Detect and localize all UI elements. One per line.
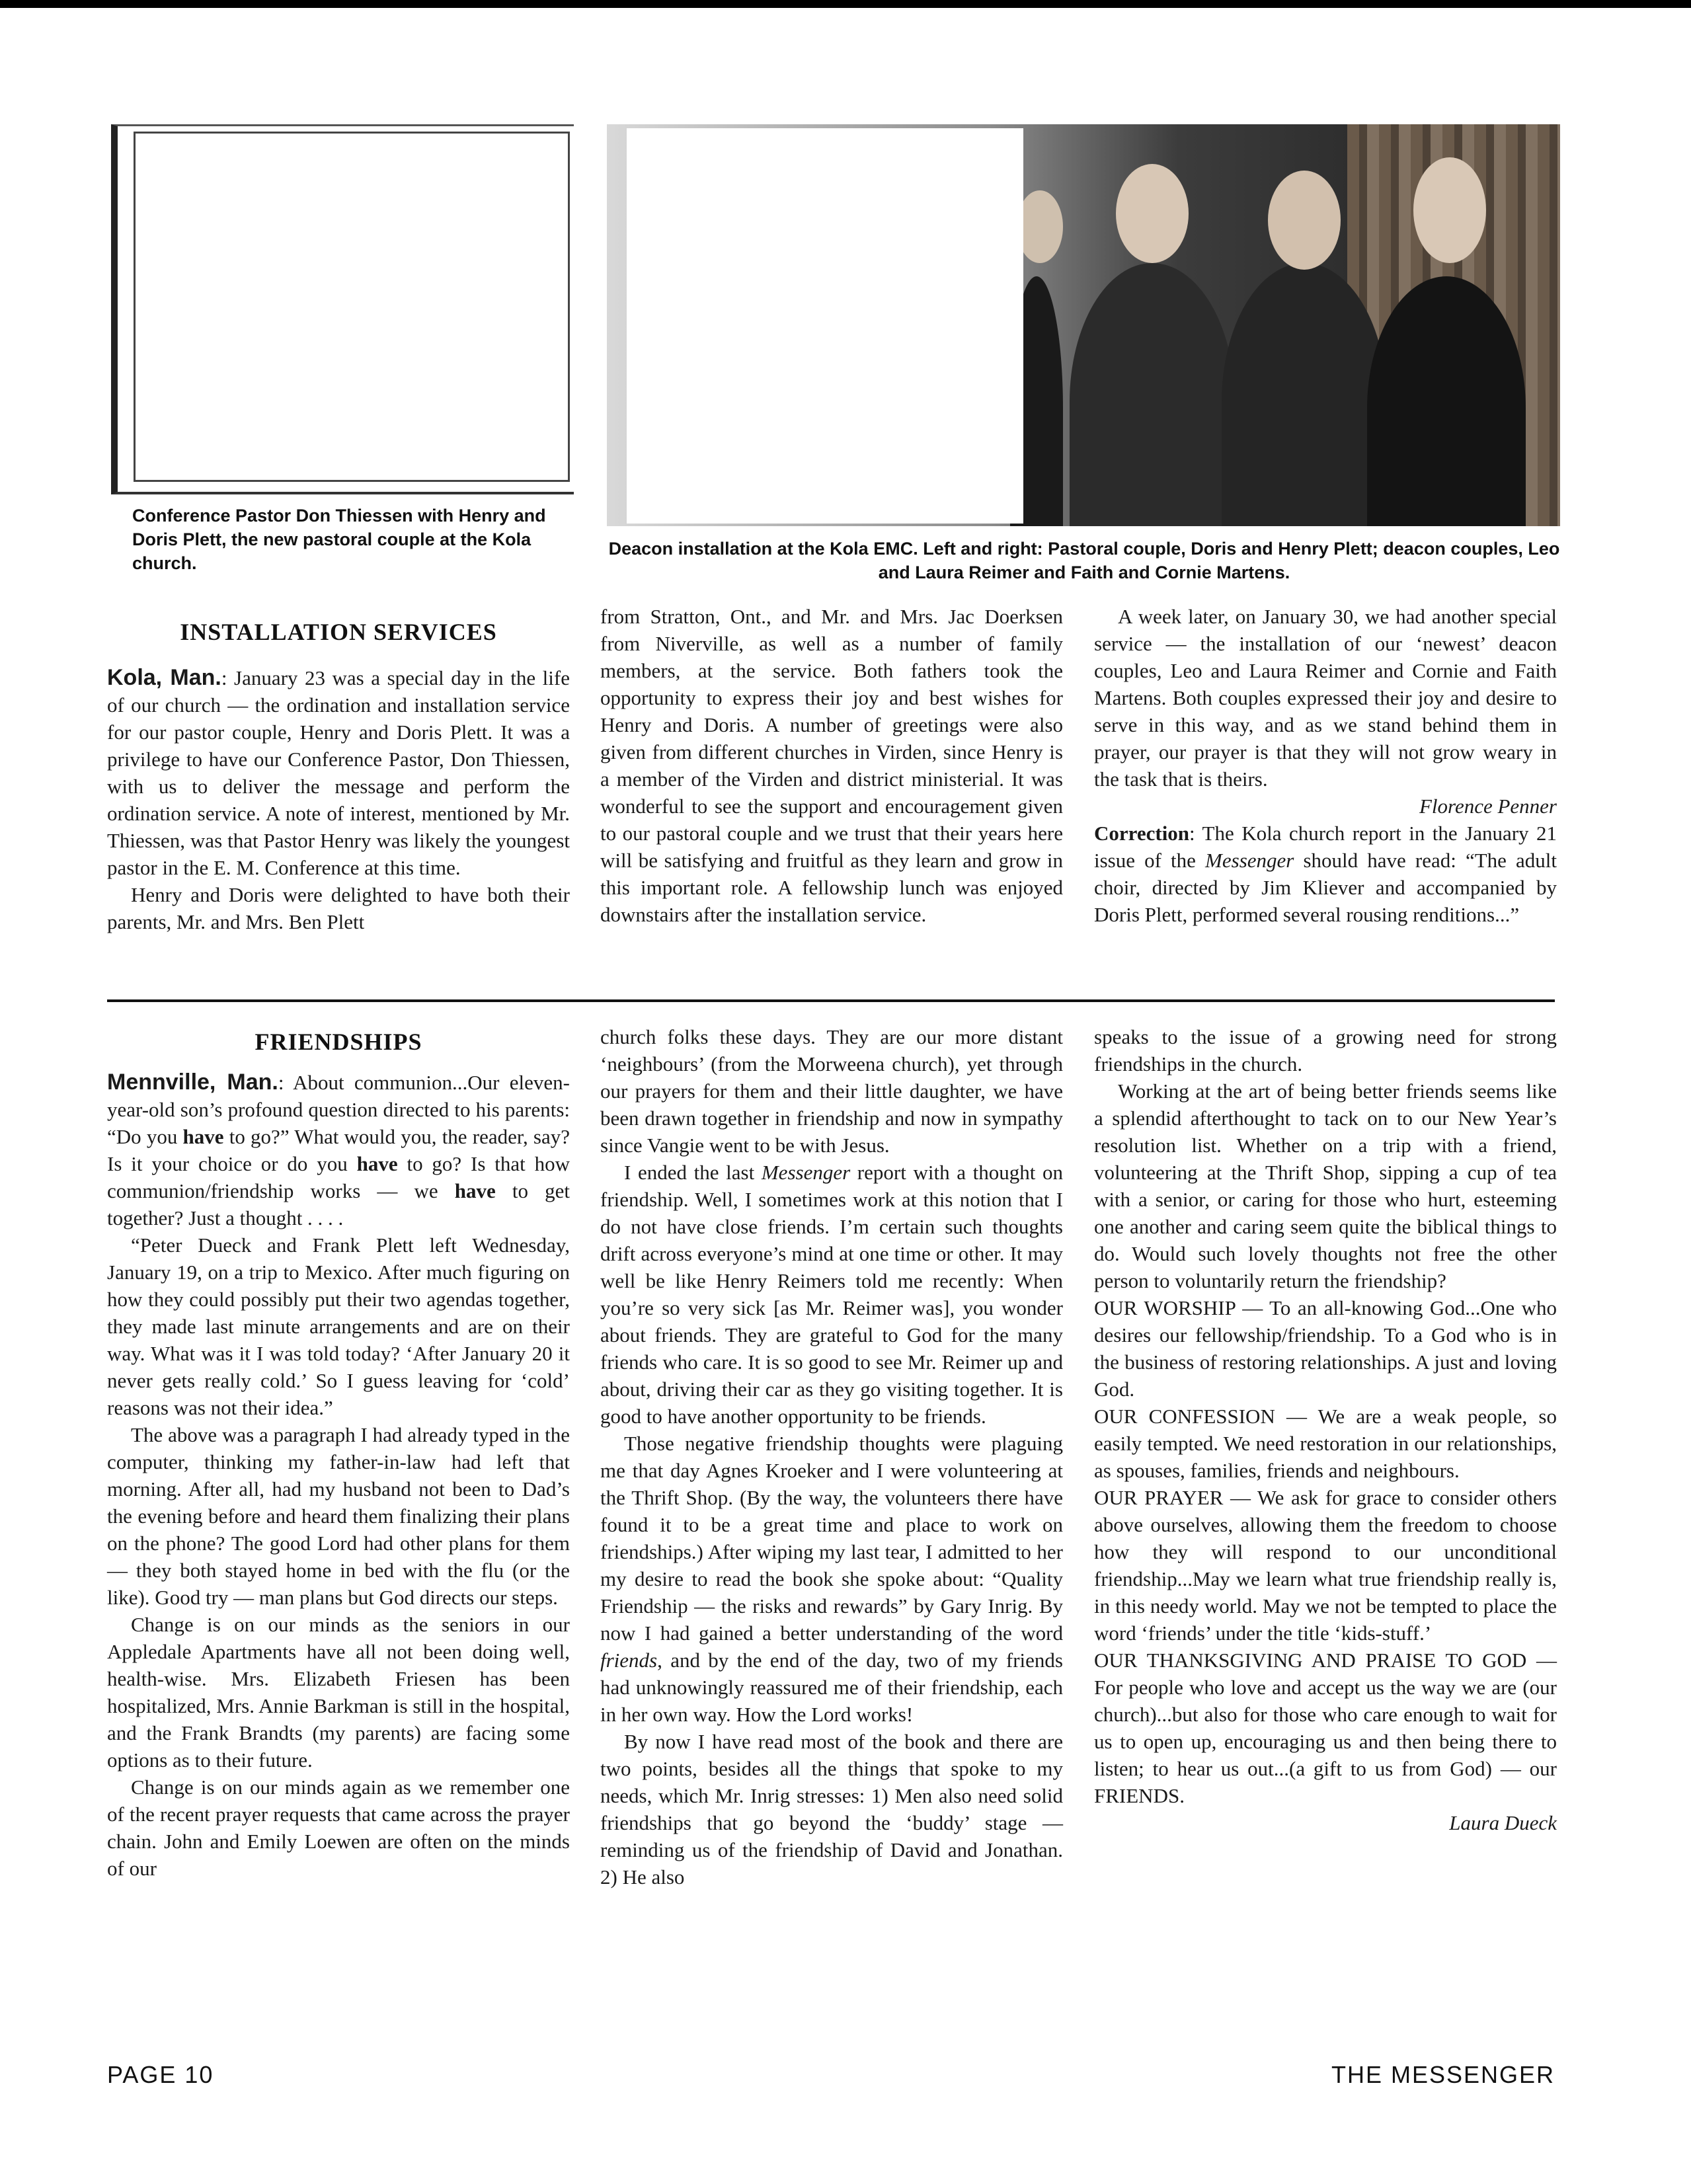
photo1-caption: Conference Pastor Don Thiessen with Henry and Doris Plett, the new pastoral couple at the Kola church. <box>132 506 546 573</box>
article2-text: to go? Is that how communion/friendship works — we <box>107 1152 570 1202</box>
article2-column2 <box>600 1023 1063 1891</box>
emphasis: have <box>454 1179 496 1202</box>
article2-column1 <box>107 1025 570 1882</box>
article2-paragraph: OUR PRAYER — We ask for grace to consider others above ourselves, allowing them the freedom to choose how they will respond to our unconditional friendship...May we learn what true friendship really is, in this needy world. May we not be tempted to place the word ‘friends’ under the title ‘kids-stuff.’ <box>1094 1486 1557 1645</box>
person-head <box>1268 171 1341 270</box>
emphasis: have <box>356 1152 398 1175</box>
page-number: PAGE 10 <box>107 2061 214 2088</box>
emphasis: friends <box>600 1649 658 1672</box>
article2-paragraph: Working at the art of being better friends seems like a splendid afterthought to tack on to our New Year’s resolution list. Whether on a trip with a friend, volunteering at the Thrift Shop, sipping a cup of tea with a senior, or caring for those who hurt, esteeming one another and caring seem quite the biblical things to do. Would such lovely thoughts not free the other person to voluntarily return the friendship? <box>1094 1079 1557 1292</box>
section-divider <box>107 999 1555 1002</box>
article2-text: I ended the last <box>624 1161 762 1184</box>
article2-paragraph: OUR CONFESSION — We are a weak people, so easily tempted. We need restoration in our relationships, as spouses, families, friends and neighbours. <box>1094 1405 1557 1482</box>
photo2-caption: Deacon installation at the Kola EMC. Left and right: Pastoral couple, Doris and Henry Plett; deacon couples, Leo and Laura Reimer and Faith and Cornie Martens. <box>608 539 1560 582</box>
article2-paragraph: Change is on our minds again as we remember one of the recent prayer requests that came across the prayer chain. John and Emily Loewen are often on the minds of our <box>107 1775 570 1880</box>
person-head <box>1017 190 1063 263</box>
correction-text: should have read: “The adult choir, directed by Jim Kliever and accompanied by Doris Plett, performed several rousing renditions...” <box>1094 849 1557 926</box>
person-silhouette <box>1222 263 1387 526</box>
article2-signature: Laura Dueck <box>1449 1811 1557 1834</box>
article2-paragraph <box>107 1069 570 1231</box>
article2-text: to go?” What would you, the reader, say? Is it your choice or do you <box>107 1125 570 1175</box>
article1-signature: Florence Penner <box>1419 795 1557 818</box>
article2-paragraph: OUR WORSHIP — To an all-knowing God...One who desires our fellowship/friendship. To a God who is in the business of restoring relationships. A just and loving God. <box>1094 1296 1557 1401</box>
photo-frame <box>134 132 570 482</box>
article1-paragraph: from Stratton, Ont., and Mr. and Mrs. Jac Doerksen from Niverville, as well as a number of family members, at the service. Both fathers took the opportunity to express their joy and best wishes for Henry and Doris. A number of greetings were also given from different churches in Virden, since Henry is a member of the Virden and district ministerial. It was wonderful to see the support and encouragement given to our pastoral couple and we trust that their years here will be satisfying and fruitful as they learn and grow in this important role. A fellowship lunch was enjoyed downstairs after the installation service. <box>600 605 1063 926</box>
publication-title: Messenger <box>761 1161 851 1184</box>
article2-paragraph: Change is on our minds as the seniors in our Appledale Apartments have all not been doing well, health-wise. Mrs. Elizabeth Friesen has been hospitalized, Mrs. Annie Barkman is still in the hospital, and the Frank Brandts (my parents) are facing some options as to their future. <box>107 1613 570 1772</box>
article2-paragraph: church folks these days. They are our more distant ‘neighbours’ (from the Morweena church), yet through our prayers for them and their little daughter, we have been drawn together in friendship and now in sympathy since Vangie went to be with Jesus. <box>600 1025 1063 1157</box>
article2-column3 <box>1094 1023 1557 1836</box>
article2-text: , and by the end of the day, two of my friends had unknowingly reassured me of their friendship, each in her own way. How the Lord works! <box>600 1649 1063 1726</box>
correction-publication: Messenger <box>1205 849 1294 872</box>
article1-paragraph: A week later, on January 30, we had another special service — the installation of our ‘newest’ deacon couples, Leo and Laura Reimer and Cornie and Faith Martens. Both couples expressed their joy and desire to serve in this way, and as we stand behind them in prayer, our prayer is that they will not grow weary in the task that is theirs. <box>1094 605 1557 791</box>
correction-label: Correction <box>1094 822 1190 845</box>
publication-name: THE MESSENGER <box>1331 2061 1555 2088</box>
article2-paragraph <box>600 1430 1063 1728</box>
person-head <box>1413 157 1486 263</box>
article2-heading: FRIENDSHIPS <box>255 1029 422 1055</box>
article2-paragraph: speaks to the issue of a growing need for strong friendships in the church. <box>1094 1025 1557 1075</box>
article1-column3 <box>1094 603 1557 928</box>
article1-paragraph <box>107 664 570 881</box>
article2-paragraph: OUR THANKSGIVING AND PRAISE TO GOD — For people who love and accept us the way we are (our church)...but also for those who care enough to wait for us to open up, encouraging us and then being there to listen; to hear us out...(a gift to us from God) — our FRIENDS. <box>1094 1649 1557 1807</box>
top-border <box>0 0 1691 8</box>
redacted-area <box>627 128 1023 524</box>
article1-dateline: Kola, Man. <box>107 665 221 690</box>
article1-correction <box>1094 820 1557 928</box>
person-head <box>1116 164 1189 263</box>
article2-paragraph: “Peter Dueck and Frank Plett left Wednesday, January 19, on a trip to Mexico. After much figuring on how they could possibly put their two agendas together, they made last minute arrangements and are on their way. What was it I was told today? ‘After January 20 it never gets really cold.’ So I guess leaving for ‘cold’ reasons was not their idea.” <box>107 1233 570 1419</box>
article1-heading: INSTALLATION SERVICES <box>180 619 497 645</box>
article2-paragraph: By now I have read most of the book and there are two points, besides all the things that spoke to my needs, which Mr. Inrig stresses: 1) Men also need solid friendships that go beyond the ‘buddy’ stage — reminding us of the friendship of David and Jonathan. 2) He also <box>600 1730 1063 1889</box>
person-silhouette <box>1070 263 1235 526</box>
article2-dateline: Mennville, Man. <box>107 1070 278 1095</box>
article2-text: Those negative friendship thoughts were plaguing me that day Agnes Kroeker and I were volunteering at the Thrift Shop. (By the way, the volunteers there have found it to be a great time and place to work on friendships.) After wiping my last tear, I admitted to her my desire to read the book she spoke about: “Quality Friendship — the risks and rewards” by Gary Inrig. By now I had gained a better understanding of the word <box>600 1432 1063 1645</box>
article2-text: report with a thought on friendship. Well, I sometimes work at this notion that I do not have close friends. I’m certain such thoughts drift across everyone’s mind at one time or other. It may well be like Henry Reimers told me recently: When you’re so very sick [as Mr. Reimer was], you wonder about friends. They are grateful to God for the many friends who care. It is so good to see Mr. Reimer up and about, driving their car as they go visiting together. It is good to have another opportunity to be friends. <box>600 1161 1064 1428</box>
photo-deacon-installation <box>607 124 1560 526</box>
photo-conference-pastor <box>111 124 574 494</box>
emphasis: have <box>182 1125 224 1148</box>
article2-paragraph: The above was a paragraph I had already typed in the computer, thinking my father-in-law had left that morning. After all, had my husband not been to Dad’s the evening before and heard them finalizing their plans on the phone? The good Lord had other plans for them — they both stayed home in bed with the flu (or the like). Good try — man plans but God directs our steps. <box>107 1423 570 1609</box>
correction-text: : The Kola church report in the January 21 issue of the <box>1094 822 1557 872</box>
article1-paragraph: Henry and Doris were delighted to have both their parents, Mr. and Mrs. Ben Plett <box>107 883 570 933</box>
article2-text: : About communion...Our eleven-year-old son’s profound question directed to his parents: “Do you <box>107 1071 570 1148</box>
article1-text: : January 23 was a special day in the life of our church — the ordination and installation service for our pastor couple, Henry and Doris Plett. It was a privilege to have our Conference Pastor, Don Thiessen, with us to deliver the message and perform the ordination service. A note of interest, mentioned by Mr. Thiessen, was that Pastor Henry was likely the youngest pastor in the E. M. Conference at this time. <box>107 666 570 879</box>
article1-column1 <box>107 615 570 935</box>
article2-paragraph <box>600 1159 1063 1430</box>
article2-text: to get together? Just a thought . . . . <box>107 1179 570 1229</box>
article1-column2 <box>600 603 1063 928</box>
person-silhouette <box>1367 276 1526 526</box>
